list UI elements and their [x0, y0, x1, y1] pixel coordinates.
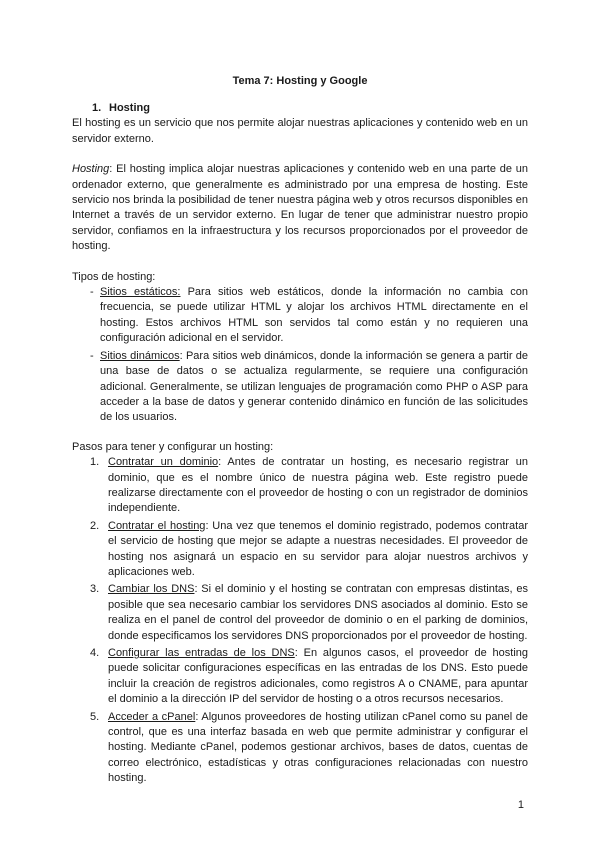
step-number: 1.: [90, 456, 100, 469]
step-text: : Algunos proveedores de hosting utilizan cPanel como su panel de control, que es una interfaz basada en web que permite administrar y configurar el hosting. Mediante cPanel, podemos gestionar archivos, bases de datos, cuentas de correo electrónico, estadísticas y otras configuraciones relacionadas con nuestro hosting.: [108, 710, 528, 785]
types-list: [72, 285, 528, 426]
definition-text: : El hosting implica alojar nuestras aplicaciones y contenido web en una parte de un ordenador externo, que generalmente es administrado por una empresa de hosting. Este servicio nos brinda la posibilidad de tener nuestra página web y otros recursos disponibles en Internet a través de un servidor externo. En lugar de tener que administrar nuestro propio servidor, confiamos en la infraestructura y los recursos proporcionados por el proveedor de hosting.: [72, 163, 528, 253]
types-heading: Tipos de hosting:: [72, 270, 156, 283]
steps-heading: Pasos para tener y configurar un hosting:: [72, 440, 274, 453]
step-term: Contratar un dominio: [108, 456, 219, 469]
step-term: Contratar el hosting: [108, 519, 206, 532]
document-body: [72, 101, 528, 789]
step-text: : Antes de contratar un hosting, es necesario registrar un dominio, que es el nombre único de nuestra página web. Este registro puede realizarse directamente con el proveedor de hosting o con un registrador de dominios independiente.: [108, 456, 528, 515]
step-number: 2.: [90, 519, 100, 532]
section-title: Hosting: [109, 102, 150, 114]
definition-term: Hosting: [72, 163, 110, 176]
page-number: 1: [517, 799, 524, 811]
list-item-term: Sitios estáticos:: [100, 286, 181, 299]
step-number: 5.: [90, 710, 100, 723]
step-text: : Si el dominio y el hosting se contratan con empresas distintas, es posible que sea necesario cambiar los servidores DNS asociados al dominio. Esto se realiza en el panel de control del proveedor de dominio o en el parking de dominios, donde especificamos los servidores DNS proporcionados por el proveedor de hosting.: [108, 583, 528, 642]
section-number: 1.: [92, 102, 102, 114]
step-number: 3.: [90, 583, 100, 596]
intro-paragraph: El hosting es un servicio que nos permite alojar nuestras aplicaciones y contenido web en un servidor externo.: [72, 117, 528, 145]
list-item: [72, 582, 528, 644]
definition-paragraph: [72, 162, 528, 254]
list-item-text: : Para sitios web dinámicos, donde la información se genera a partir de una base de datos o se actualiza regularmente, se requiere una configuración adicional. Generalmente, se utilizan lenguajes de programación como PHP o ASP para acceder a la base de datos y generar contenido dinámico en función de las solicitudes de los usuarios.: [100, 349, 528, 424]
list-item-text: Para sitios web estáticos, donde la información no cambia con frecuencia, se puede utilizar HTML y alojar los archivos HTML directamente en el hosting. Estos archivos HTML son servidos tal como están y no requieren una configuración adicional en el servidor.: [100, 286, 528, 345]
steps-list: [72, 455, 528, 787]
document-title: Tema 7: Hosting y Google: [232, 75, 368, 87]
step-text: : Una vez que tenemos el dominio registrado, podemos contratar el servicio de hosting que mejor se adapte a nuestras necesidades. El proveedor de hosting nos asignará un espacio en su servidor para alojar nuestros archivos y aplicaciones web.: [108, 519, 528, 578]
section-heading: [72, 101, 528, 116]
step-term: Cambiar los DNS: [108, 583, 195, 596]
list-item: [72, 285, 528, 347]
list-marker: -: [90, 286, 94, 299]
step-term: Acceder a cPanel: [108, 710, 196, 723]
list-item: [72, 710, 528, 787]
list-item: [72, 646, 528, 708]
step-number: 4.: [90, 647, 100, 659]
step-term: Configurar las entradas de los DNS: [108, 647, 295, 659]
list-item: [72, 455, 528, 517]
step-text: : En algunos casos, el proveedor de hosting puede solicitar configuraciones específicas en las entradas de los DNS. Esto puede incluir la creación de registros adicionales, como registros A o CNAME, para apuntar el dominio a la dirección IP del servidor de hosting o a otros recursos necesarios.: [108, 647, 529, 706]
list-item: [72, 519, 528, 581]
list-marker: -: [90, 349, 94, 362]
list-item: [72, 349, 528, 426]
list-item-term: Sitios dinámicos: [100, 349, 180, 362]
